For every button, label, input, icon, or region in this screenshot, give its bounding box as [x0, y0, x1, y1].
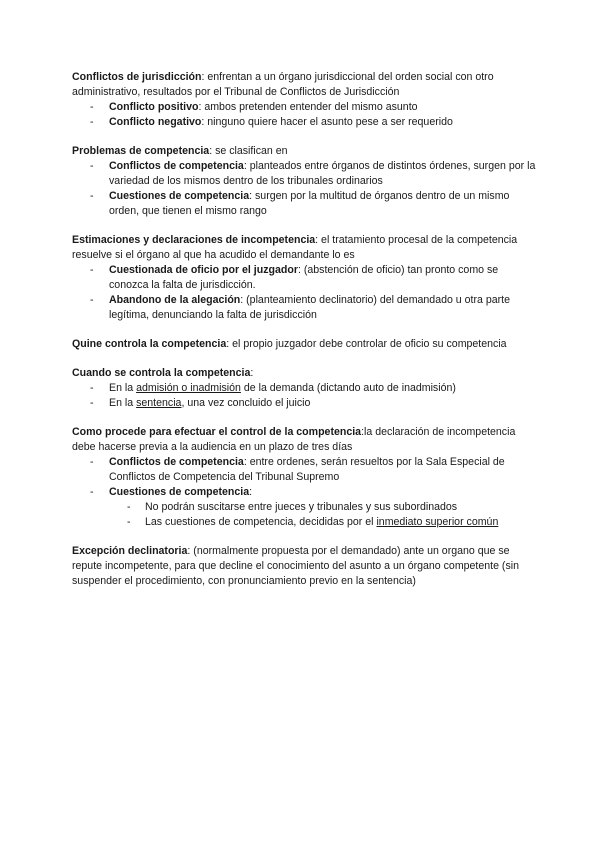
- item-term: Abandono de la alegación: [109, 294, 241, 306]
- list-item: [72, 189, 540, 219]
- section-cuando-controla: [72, 366, 540, 411]
- bullet-list: [72, 455, 540, 500]
- item-term: Conflicto positivo: [109, 101, 199, 113]
- sub-bullet-list: [72, 500, 540, 530]
- list-item: [72, 500, 540, 515]
- section-quien-controla: [72, 337, 540, 352]
- item-text: :: [249, 486, 253, 498]
- item-text: : ninguno quiere hacer el asunto pese a ser requerido: [201, 116, 453, 128]
- item-term: Conflictos de competencia: [109, 160, 244, 172]
- item-text: No podrán suscitarse entre jueces y tribunales y sus subordinados: [145, 501, 458, 513]
- paragraph-text: : el propio juzgador debe controlar de oficio su competencia: [226, 338, 507, 350]
- paragraph-text: : se clasifican en: [209, 145, 288, 157]
- list-item: [72, 381, 540, 396]
- item-text: Las cuestiones de competencia, decididas por el: [145, 516, 377, 528]
- item-term: Conflictos de competencia: [109, 456, 244, 468]
- paragraph: [72, 425, 540, 455]
- bullet-list: [72, 159, 540, 219]
- bullet-list: [72, 381, 540, 411]
- bullet-list: [72, 263, 540, 323]
- heading: Quine controla la competencia: [72, 338, 227, 350]
- item-text: , una vez concluido el juicio: [181, 397, 311, 409]
- list-item: [72, 100, 540, 115]
- list-item: [72, 396, 540, 411]
- paragraph-text: :: [250, 367, 254, 379]
- heading: Conflictos de jurisdicción: [72, 71, 202, 83]
- paragraph: [72, 366, 540, 381]
- item-text: : surgen por la multitud de órganos dentro de un mismo orden, que tienen el mismo rango: [109, 190, 510, 217]
- section-excepcion-declinatoria: [72, 544, 540, 589]
- item-text: En la: [109, 382, 137, 394]
- list-item: [72, 455, 540, 485]
- paragraph: [72, 337, 540, 352]
- paragraph: [72, 233, 540, 263]
- item-text: : entre ordenes, serán resueltos por la Sala Especial de Conflictos de Competencia del Tribunal Supremo: [109, 456, 505, 483]
- list-item: [72, 263, 540, 293]
- item-text: : planteados entre órganos de distintos órdenes, surgen por la variedad de los mismos dentro de los tribunales ordinarios: [109, 160, 536, 187]
- paragraph-text: : el tratamiento procesal de la competencia resuelve si el órgano al que ha acudido el demandante lo es: [72, 234, 518, 261]
- paragraph: [72, 70, 540, 100]
- section-conflictos-jurisdiccion: [72, 70, 540, 130]
- list-item: [72, 293, 540, 323]
- paragraph-text: : enfrentan a un órgano jurisdiccional del orden social con otro administrativo, resultados por el Tribunal de Conflictos de Jurisdicción: [72, 71, 494, 98]
- section-como-procede: [72, 425, 540, 530]
- item-text: : (abstención de oficio) tan pronto como se conozca la falta de jurisdicción.: [109, 264, 499, 291]
- heading: Estimaciones y declaraciones de incompetencia: [72, 234, 316, 246]
- bullet-list: [72, 100, 540, 130]
- list-item: [72, 485, 540, 500]
- heading: Como procede para efectuar el control de la competencia: [72, 426, 362, 438]
- underlined-text: sentencia: [136, 397, 182, 409]
- item-term: Cuestiones de competencia: [109, 190, 250, 202]
- paragraph: [72, 544, 540, 589]
- section-estimaciones: [72, 233, 540, 323]
- item-term: Cuestionada de oficio por el juzgador: [109, 264, 298, 276]
- item-term: Conflicto negativo: [109, 116, 202, 128]
- paragraph-text: : (normalmente propuesta por el demandado) ante un organo que se repute incompetente, para que decline el conocimiento del asunto a un órgano competente (sin suspender el procedimiento, con pronunciamiento previo en la sentencia): [72, 545, 519, 587]
- item-text: En la: [109, 397, 137, 409]
- item-term: Cuestiones de competencia: [109, 486, 250, 498]
- item-text: : (planteamiento declinatorio) del demandado u otra parte legítima, denunciando la falta de jurisdicción: [109, 294, 510, 321]
- item-text: : ambos pretenden entender del mismo asunto: [198, 101, 418, 113]
- paragraph: [72, 144, 540, 159]
- list-item: [72, 115, 540, 130]
- heading: Excepción declinatoria: [72, 545, 188, 557]
- paragraph-text: :la declaración de incompetencia debe hacerse previa a la audiencia en un plazo de tres días: [72, 426, 516, 453]
- underlined-text: inmediato superior común: [376, 516, 499, 528]
- list-item: [72, 515, 540, 530]
- heading: Cuando se controla la competencia: [72, 367, 251, 379]
- item-text: de la demanda (dictando auto de inadmisión): [240, 382, 456, 394]
- heading: Problemas de competencia: [72, 145, 210, 157]
- list-item: [72, 159, 540, 189]
- underlined-text: admisión o inadmisión: [136, 382, 241, 394]
- section-problemas-competencia: [72, 144, 540, 219]
